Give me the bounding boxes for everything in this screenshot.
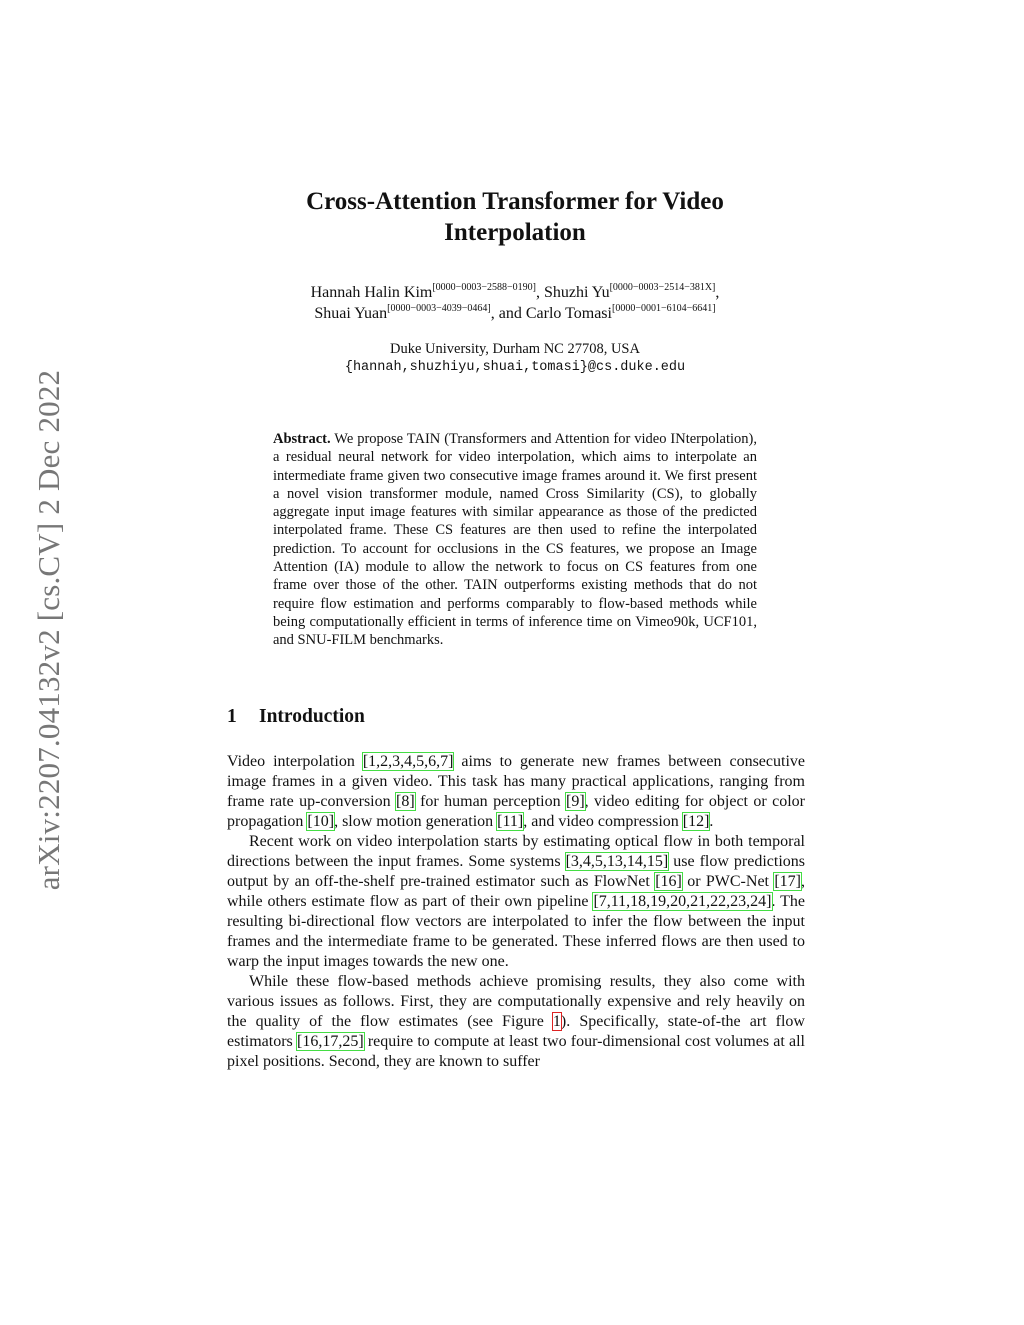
author-name: Carlo Tomasi [525,305,612,322]
abstract [273,430,757,650]
citation-link[interactable]: [1,2,3,4,5,6,7] [362,753,454,770]
author-orcid: [0000−0003−2514−381X] [609,282,716,293]
citation-link[interactable]: [10] [307,813,335,830]
citation-link[interactable]: [11] [497,813,524,830]
paragraph-text: for human perception [414,793,566,810]
author-orcid: [0000−0003−2588−0190] [432,282,536,293]
section-heading [227,706,365,728]
citation-link[interactable]: [16] [655,873,682,890]
author-separator: , [535,284,544,301]
author-orcid: [0000−0001−6104−6641] [611,303,716,314]
paragraph-text: , slow motion generation [334,813,498,830]
paragraph-text: Recent work on video interpolation starts by estimating optical flow in both temporal directions between the input frames. Some systems [227,833,805,870]
paragraph-text: , while others estimate flow as part of their own pipeline [227,873,805,910]
paragraph-text: Video interpolation [227,753,363,770]
arxiv-identifier-stamp: arXiv:2207.04132v2 [cs.CV] 2 Dec 2022 [31,369,66,891]
author-separator: , and [490,305,526,322]
paragraph-3 [227,972,805,1072]
author-list-line-2 [228,303,802,323]
paper-title-line-2: Interpolation [444,219,586,246]
paragraph-text: aims to generate new frames between consecutive image frames in a given video. This task has many practical applications, ranging from frame rate up-conversion [227,753,805,810]
paragraph-text: , video editing for object or color propagation [227,793,805,830]
author-name: Hannah Halin Kim [310,284,433,301]
citation-link[interactable]: [17] [774,873,801,890]
paragraph-text: or PWC-Net [681,873,775,890]
section-title: Introduction [259,706,365,727]
body-text [227,752,805,1072]
paragraph-text: , and video compression [523,813,683,830]
affiliation-institution: Duke University, Durham NC 27708, USA [390,341,640,357]
author-orcid: [0000−0003−4039−0464] [387,303,491,314]
author-separator: , [715,284,720,301]
citation-link[interactable]: [12] [682,813,710,830]
paragraph-text: use flow predictions output by an off-the-shelf pre-trained estimator such as FlowNet [227,853,806,890]
paper-title-line-1: Cross-Attention Transformer for Video [306,188,724,215]
paragraph-2 [227,832,805,972]
affiliation-email: {hannah,shuzhiyu,shuai,tomasi}@cs.duke.edu [344,360,686,375]
paragraph-text: . The resulting bi-directional flow vectors are interpolated to infer the flow between the input frames and the intermediate frame to be generated. These inferred flows are then used to warp the input images towards the new one. [227,893,806,970]
paragraph-text: require to compute at least two four-dimensional cost volumes at all pixel positions. Second, they are known to suffer [227,1033,806,1070]
paragraph-text: . [709,813,714,830]
author-name: Shuzhi Yu [543,284,610,301]
citation-link[interactable]: [9] [566,793,585,810]
paragraph-1 [227,752,805,832]
citation-link[interactable]: [7,11,18,19,20,21,22,23,24] [593,893,772,910]
citation-link[interactable]: [8] [396,793,415,810]
abstract-label: Abstract. [273,431,331,447]
section-number: 1 [227,706,237,727]
paragraph-text: While these flow-based methods achieve promising results, they also come with various issues as follows. First, they are computationally expensive and rely heavily on the quality of the flow estimates (see Figure [227,973,805,1030]
citation-link[interactable]: [16,17,25] [296,1033,364,1050]
abstract-text: We propose TAIN (Transformers and Attention for video INterpolation), a residual neural network for video interpolation, which aims to interpolate an intermediate frame given two consecutive image frames around it. We first present a novel vision transformer module, named Cross Similarity (CS), to globally aggregate input image features with similar appearance as those of the predicted interpolated frame. These CS features are then used to refine the interpolated prediction. To account for occlusions in the CS features, we propose an Image Attention (IA) module to allow the network to focus on CS features from one frame over those of the other. TAIN outperforms existing methods that do not require flow estimation and performs comparably to flow-based methods while being computationally efficient in terms of inference time on Vimeo90k, UCF101, and SNU-FILM benchmarks. [273,431,757,649]
figure-reference-link[interactable]: 1 [552,1013,561,1030]
paragraph-text: ). Specifically, state-of-the art flow estimators [227,1013,805,1050]
author-name: Shuai Yuan [314,305,388,322]
paper-title [230,186,800,248]
author-list-line-1 [228,282,802,302]
citation-link[interactable]: [3,4,5,13,14,15] [565,853,669,870]
